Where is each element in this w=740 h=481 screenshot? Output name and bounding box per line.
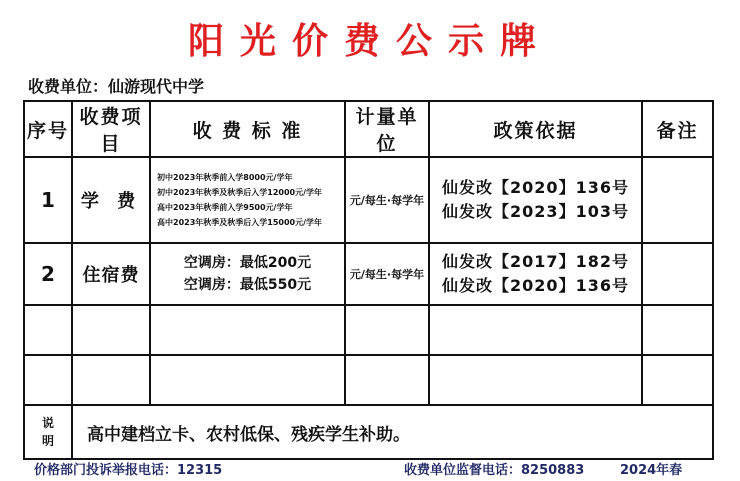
fee-table [23, 100, 714, 460]
supervision-hotline: 收费单位监督电话：8250883 [404, 463, 585, 478]
empty-row [24, 305, 713, 355]
header-unit: 计量单位 [345, 101, 429, 157]
row-unit: 元/每生·每学年 [345, 243, 429, 305]
row-policy [429, 243, 642, 305]
policy-line: 仙发改【2020】136号 [442, 178, 629, 197]
note-label: 说 明 [24, 405, 72, 459]
header-standard: 收 费 标 准 [150, 101, 345, 157]
row-remark [642, 157, 713, 243]
table-row [24, 243, 713, 305]
policy-line: 仙发改【2017】182号 [442, 252, 629, 271]
row-standard [150, 157, 345, 243]
standard-line: 高中2023年秋季及秋季后入学15000元/学年 [157, 218, 323, 227]
empty-row [24, 355, 713, 405]
complaint-hotline: 价格部门投诉举报电话：12315 [34, 463, 223, 478]
policy-line: 仙发改【2023】103号 [442, 202, 629, 221]
row-item: 学 费 [72, 157, 150, 243]
table-row [24, 157, 713, 243]
header-seq: 序号 [24, 101, 72, 157]
row-seq: 2 [24, 243, 72, 305]
header-item: 收费项目 [72, 101, 150, 157]
row-policy [429, 157, 642, 243]
note-text: 高中建档立卡、农村低保、残疾学生补助。 [72, 405, 713, 459]
note-row [24, 405, 713, 459]
season-label: 2024年春 [620, 463, 683, 478]
row-unit: 元/每生·每学年 [345, 157, 429, 243]
standard-line: 初中2023年秋季前入学8000元/学年 [157, 173, 293, 182]
charging-unit-label: 收费单位：仙游现代中学 [28, 77, 205, 96]
standard-line: 空调房：最低200元 [183, 255, 312, 271]
page-title: 阳光价费公示牌 [187, 21, 552, 62]
header-remark: 备注 [642, 101, 713, 157]
table-header-row [24, 101, 713, 157]
standard-line: 空调房：最低550元 [183, 277, 312, 293]
row-remark [642, 243, 713, 305]
standard-line: 初中2023年秋季及秋季后入学12000元/学年 [157, 188, 323, 197]
policy-line: 仙发改【2020】136号 [442, 276, 629, 295]
row-standard [150, 243, 345, 305]
header-policy: 政策依据 [429, 101, 642, 157]
row-item: 住宿费 [72, 243, 150, 305]
row-seq: 1 [24, 157, 72, 243]
standard-line: 高中2023年秋季前入学9500元/学年 [157, 203, 293, 212]
